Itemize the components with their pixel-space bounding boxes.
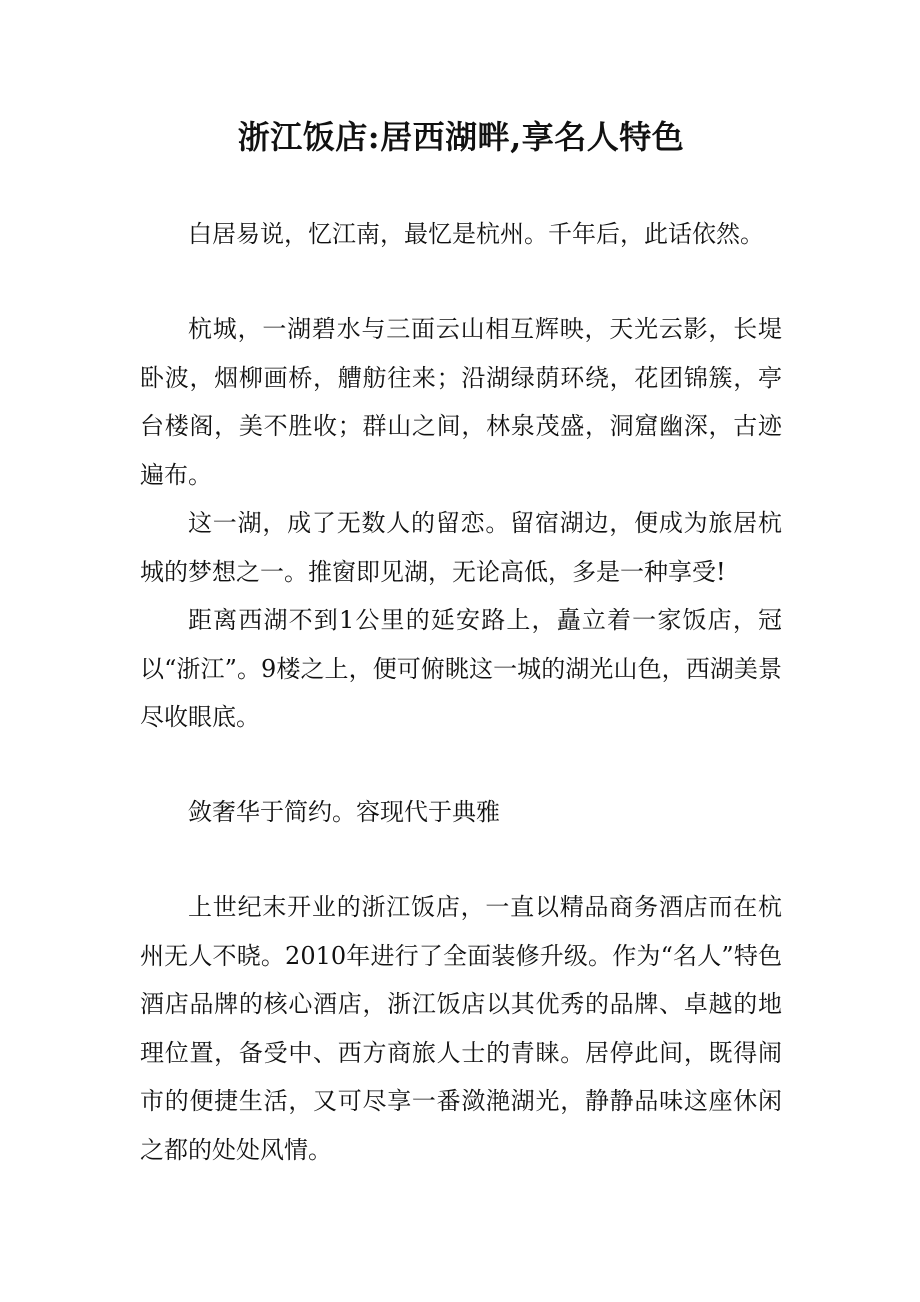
paragraph-hotel-history: 上世纪末开业的浙江饭店，一直以精品商务酒店而在杭州无人不晓。2010年进行了全面装修升级。作为“名人”特色酒店品牌的核心酒店，浙江饭店以其优秀的品牌、卓越的地理位置，备受中、西方商旅人士的青睐。居停此间，既得闹市的便捷生活，又可尽享一番潋滟湖光，静静品味这座休闲之都的处处风情。 — [140, 893, 782, 1164]
document-title: 浙江饭店:居西湖畔,享名人特色 — [237, 118, 685, 156]
paragraph-intro: 白居易说，忆江南，最忆是杭州。千年后，此话依然。 — [188, 220, 764, 248]
section-heading: 敛奢华于简约。容现代于典雅 — [188, 798, 500, 826]
paragraph-lakeside-stay: 这一湖，成了无数人的留恋。留宿湖边，便成为旅居杭城的梦想之一。推窗即见湖，无论高低，多是一种享受! — [140, 509, 782, 586]
paragraph-hotel-location: 距离西湖不到1公里的延安路上，矗立着一家饭店，冠以“浙江”。9楼之上，便可俯眺这一城的湖光山色，西湖美景尽收眼底。 — [140, 606, 782, 731]
paragraph-hangzhou-scenery: 杭城，一湖碧水与三面云山相互辉映，天光云影，长堤卧波，烟柳画桥，艚舫往来；沿湖绿荫环绕，花团锦簇，亭台楼阁，美不胜收；群山之间，林泉茂盛，洞窟幽深，古迹遍布。 — [140, 315, 782, 489]
